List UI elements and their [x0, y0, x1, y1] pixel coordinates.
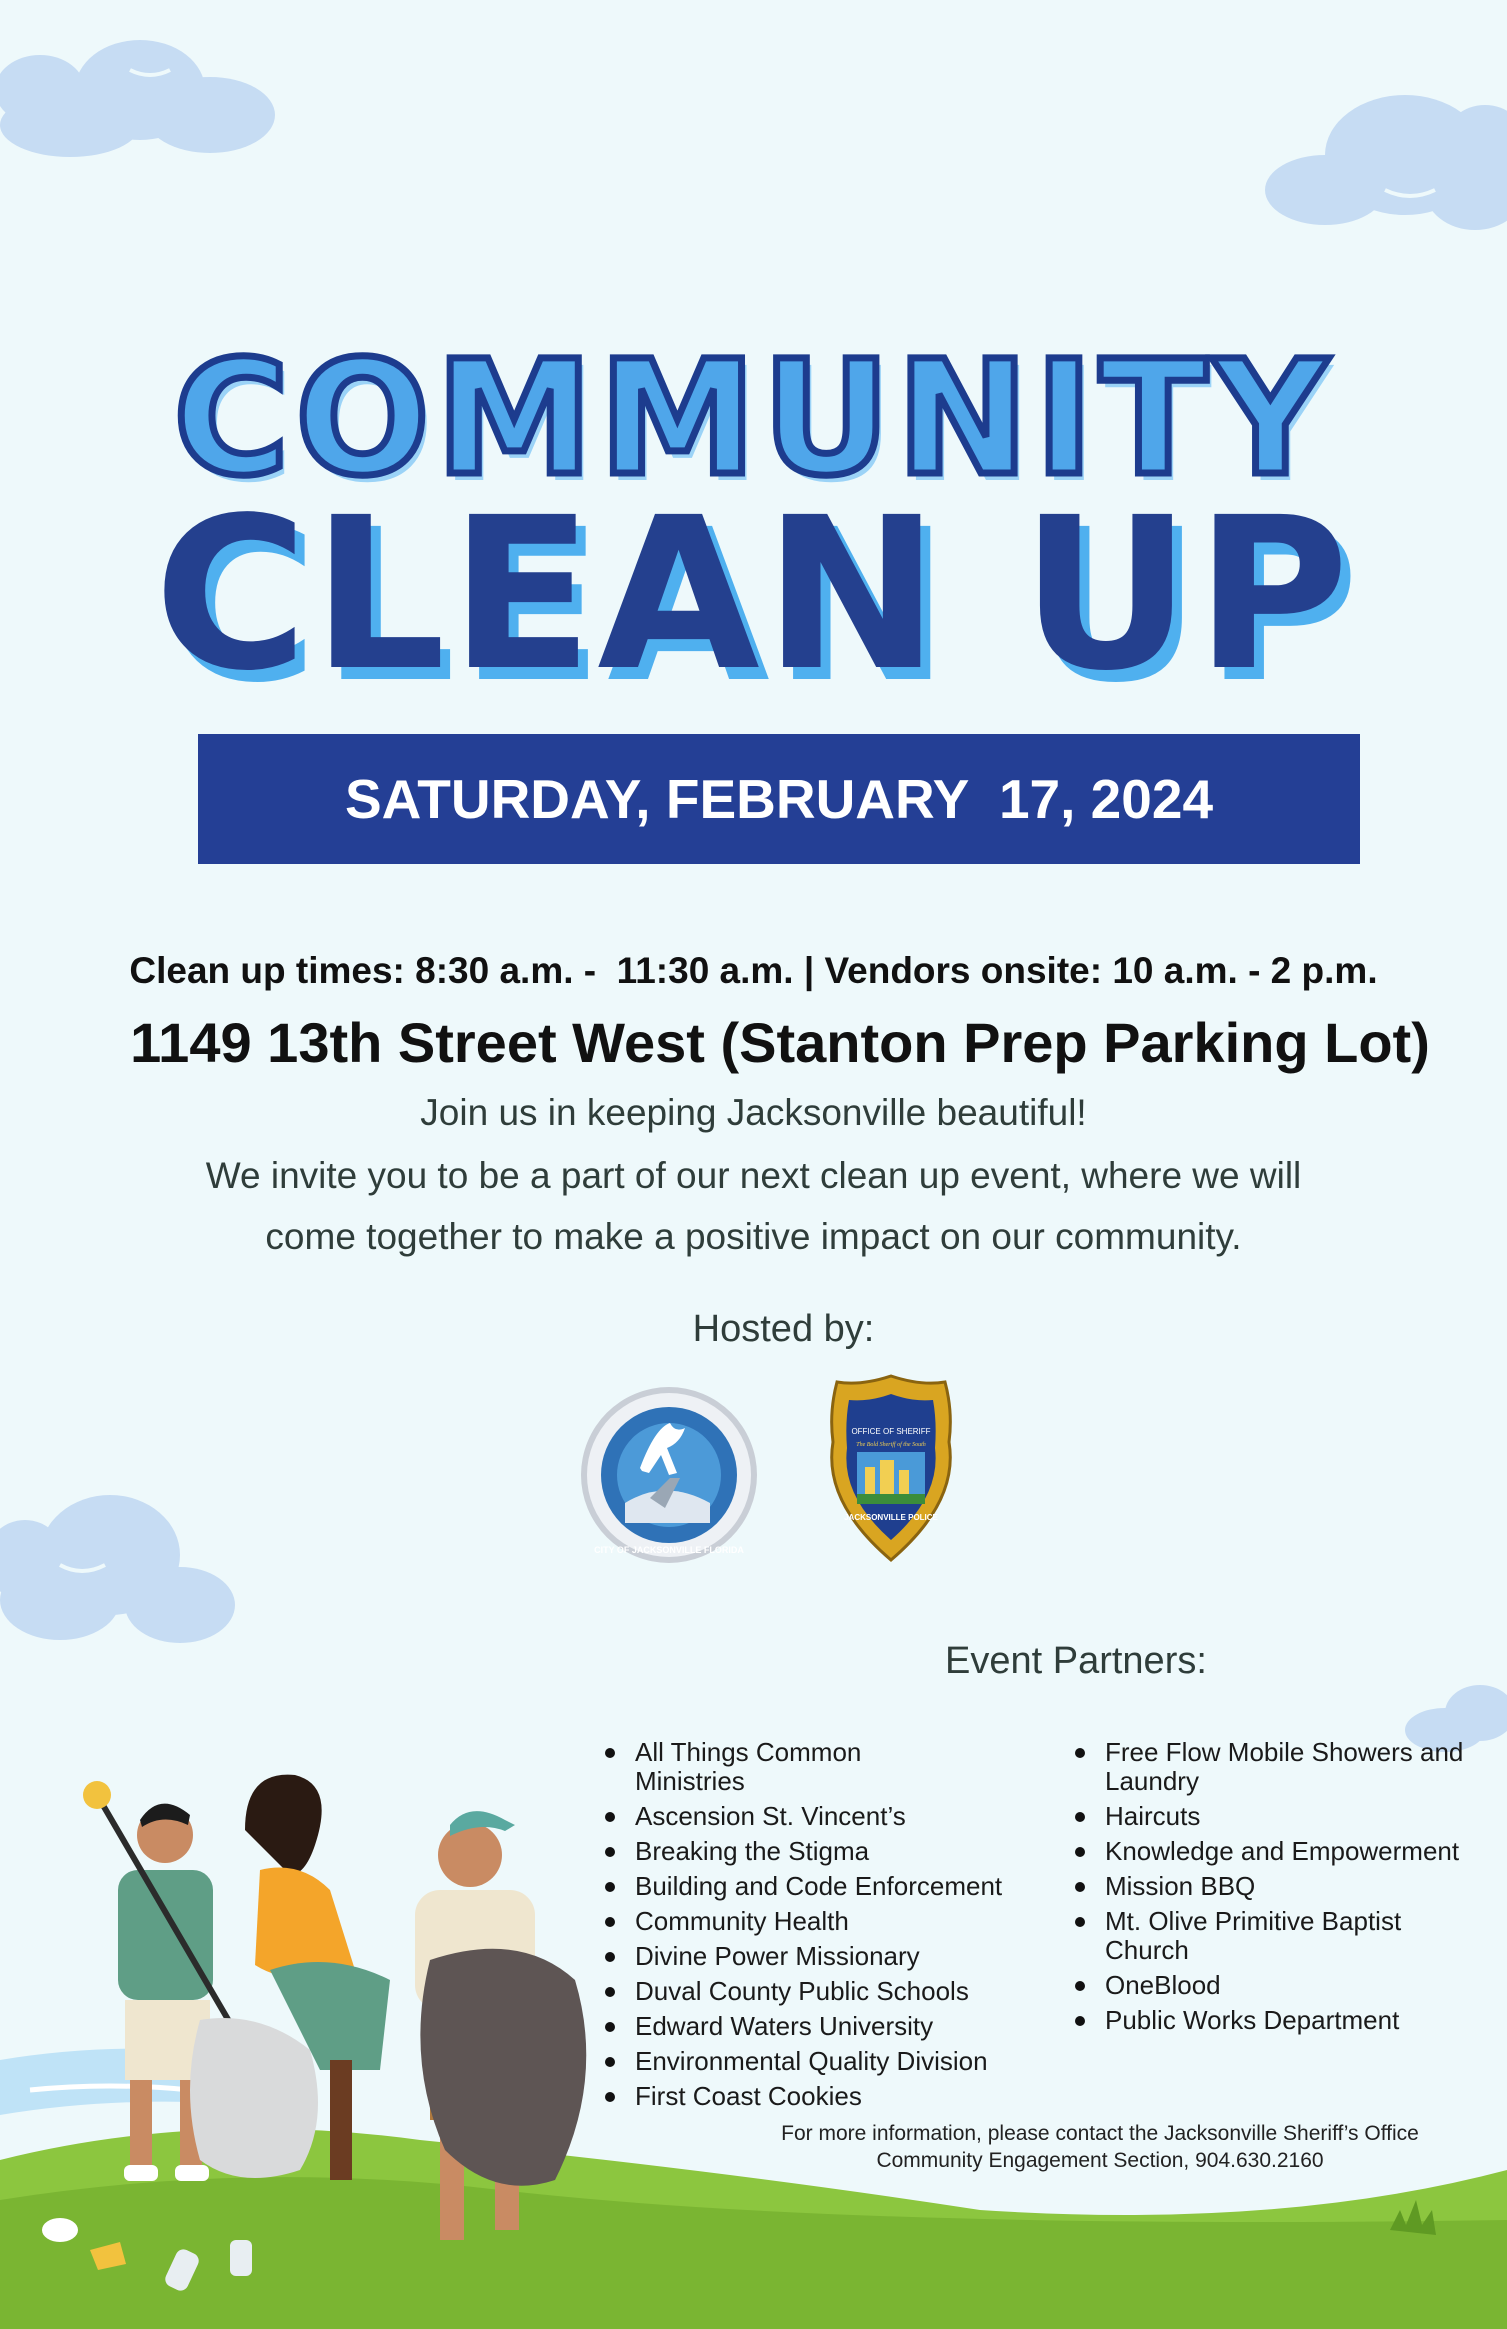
list-item: Duval County Public Schools	[605, 1977, 1055, 2006]
list-item: Public Works Department	[1075, 2006, 1507, 2035]
city-of-jacksonville-seal	[580, 1383, 758, 1568]
list-item: All Things Common Ministries	[605, 1738, 935, 1796]
contact-line-1: For more information, please contact the Jacksonville Sheriff’s Office	[781, 2122, 1419, 2145]
cloud-top-left	[0, 30, 290, 160]
title-line-community: COMMUNITY	[173, 327, 1334, 511]
contact-line-2: Community Engagement Section, 904.630.2160	[876, 2149, 1324, 2172]
intro-line-3: come together to make a positive impact on our community.	[265, 1216, 1242, 1257]
list-item: Free Flow Mobile Showers and Laundry	[1075, 1738, 1465, 1796]
intro-line-2: We invite you to be a part of our next clean up event, where we will	[205, 1155, 1302, 1196]
event-date: SATURDAY, FEBRUARY 17, 2024	[344, 768, 1214, 830]
list-item: Knowledge and Empowerment	[1075, 1837, 1507, 1866]
list-item: Environmental Quality Division	[605, 2047, 1055, 2076]
list-item: Ascension St. Vincent’s	[605, 1802, 1055, 1831]
badge-motto-text: The Bold Sheriff of the South	[856, 1442, 926, 1448]
event-partners-heading: Event Partners:	[945, 1640, 1207, 1682]
title-line-clean-up: CLEAN UP	[153, 472, 1354, 717]
cloud-mid-left	[0, 1480, 240, 1655]
intro-line-1: Join us in keeping Jacksonville beautiful!	[420, 1092, 1087, 1133]
list-item: First Coast Cookies	[605, 2082, 1055, 2111]
badge-top-text: OFFICE OF SHERIFF	[851, 1427, 931, 1436]
event-address: 1149 13th Street West (Stanton Prep Parking Lot)	[130, 1011, 1430, 1074]
list-item: Building and Code Enforcement	[605, 1872, 1055, 1901]
list-item: Divine Power Missionary	[605, 1942, 1055, 1971]
list-item: Edward Waters University	[605, 2012, 1055, 2041]
contact-info	[690, 2120, 1507, 2174]
hosted-by-heading: Hosted by:	[692, 1308, 875, 1350]
city-seal-text: CITY OF JACKSONVILLE FLORIDA	[594, 1545, 744, 1555]
list-item: Mt. Olive Primitive Baptist Church	[1075, 1907, 1465, 1965]
list-item: Mission BBQ	[1075, 1872, 1507, 1901]
sheriff-police-badge	[825, 1372, 957, 1567]
date-banner	[198, 734, 1360, 864]
badge-bottom-text: JACKSONVILLE POLICE	[844, 1513, 938, 1522]
list-item: OneBlood	[1075, 1971, 1507, 2000]
event-times: Clean up times: 8:30 a.m. - 11:30 a.m. | Vendors onsite: 10 a.m. - 2 p.m.	[129, 950, 1378, 991]
cloud-top-right	[1265, 80, 1507, 260]
list-item: Community Health	[605, 1907, 1055, 1936]
cleanup-volunteers-illustration	[0, 1760, 1507, 2329]
list-item: Haircuts	[1075, 1802, 1507, 1831]
list-item: Breaking the Stigma	[605, 1837, 1055, 1866]
